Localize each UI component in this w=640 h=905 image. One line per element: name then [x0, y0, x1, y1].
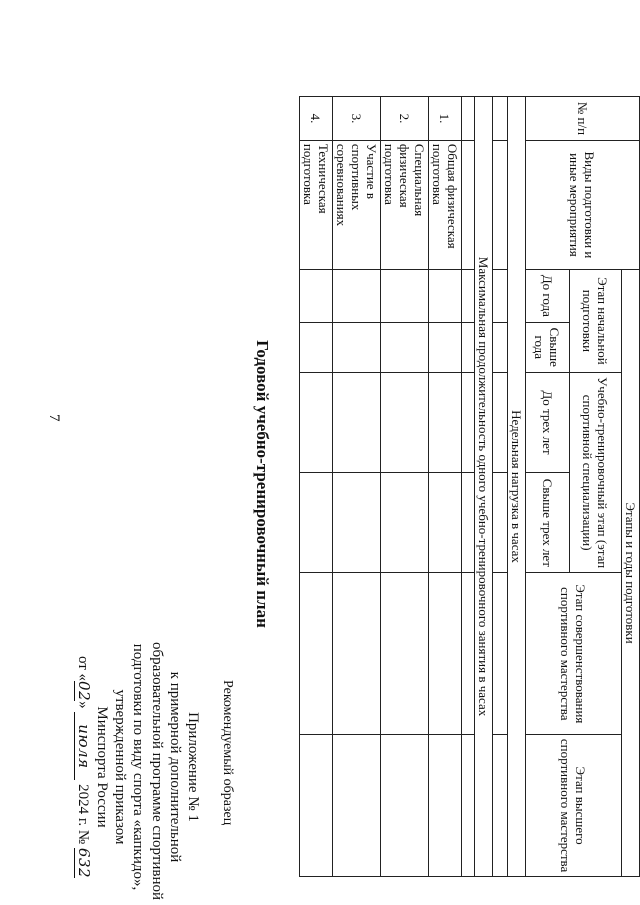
row-number: 2.	[381, 97, 429, 141]
date-month: июля	[74, 712, 93, 780]
date-mid: »	[74, 701, 91, 709]
table-cell	[493, 372, 508, 472]
header-over-year: Свыше года	[526, 322, 570, 372]
header-activity-types: Виды подготовки и иные мероприятия	[526, 140, 640, 269]
table-cell	[429, 573, 462, 735]
table-cell	[493, 270, 508, 323]
table-cell	[462, 573, 475, 735]
appendix-title: Приложение № 1	[185, 712, 201, 822]
table-cell	[381, 473, 429, 573]
row-activity-label: Специальная физическая подготовка	[381, 140, 429, 269]
table-row	[381, 97, 429, 877]
table-cell	[300, 270, 333, 323]
header-weekly-load: Недельная нагрузка в часах	[508, 97, 526, 877]
table-cell	[493, 322, 508, 372]
table-cell	[462, 473, 475, 573]
row-activity-label: Техническая подготовка	[300, 140, 333, 269]
page-number: 7	[46, 414, 62, 422]
table-cell	[462, 270, 475, 323]
table-row	[429, 97, 462, 877]
table-cell	[381, 372, 429, 472]
table-cell	[429, 322, 462, 372]
header-max-duration: Максимальная продолжительность одного учебно-тренировочного занятия в часах	[475, 97, 493, 877]
row-number: 4.	[300, 97, 333, 141]
header-stages: Этапы и годы подготовки	[622, 270, 640, 877]
table-cell	[381, 322, 429, 372]
date-prefix: от «	[74, 655, 91, 682]
table-cell	[429, 270, 462, 323]
table-cell	[333, 372, 381, 472]
appendix-line: к примерной дополнительной	[166, 671, 183, 863]
header-stage-initial: Этап начальной подготовки	[570, 270, 622, 373]
table-cell	[300, 322, 333, 372]
header-stage-higher: Этап высшего спортивного мастерства	[526, 735, 622, 877]
table-cell	[300, 735, 333, 877]
date-year: 2024 г. №	[74, 784, 91, 845]
header-up-to-year: До года	[526, 270, 570, 323]
table-cell	[462, 140, 475, 269]
table-cell	[333, 473, 381, 573]
table-cell	[462, 322, 475, 372]
table-cell	[333, 270, 381, 323]
header-number: № п/п	[526, 97, 640, 141]
table-cell	[300, 573, 333, 735]
table-cell	[462, 735, 475, 877]
header-up-to-three-years: До трех лет	[526, 372, 570, 472]
table-row	[300, 97, 333, 877]
table-cell	[462, 97, 475, 141]
table-cell	[381, 270, 429, 323]
training-plan-table	[299, 96, 640, 877]
table-cell	[429, 735, 462, 877]
appendix-line: образовательной программе спортивной	[148, 642, 165, 901]
header-stage-improvement: Этап совершенствования спортивного мастерства	[526, 573, 622, 735]
document-title: Годовой учебно-тренировочный план	[253, 340, 272, 628]
table-cell	[300, 372, 333, 472]
table-cell	[300, 473, 333, 573]
table-cell	[381, 573, 429, 735]
table-cell	[493, 573, 508, 735]
date-day: 02	[74, 681, 93, 702]
appendix-line: утвержденной приказом	[112, 689, 129, 845]
appendix-header	[74, 642, 202, 901]
header-over-three-years: Свыше трех лет	[526, 473, 570, 573]
table-cell	[429, 473, 462, 573]
table-cell	[333, 322, 381, 372]
appendix-date-line	[74, 642, 93, 892]
appendix-line: Минспорта России	[93, 706, 110, 828]
table-cell	[462, 372, 475, 472]
table-cell	[333, 573, 381, 735]
order-number: 632	[74, 847, 93, 879]
table-cell	[381, 735, 429, 877]
table-cell	[333, 735, 381, 877]
table-cell	[493, 735, 508, 877]
table-cell	[493, 97, 508, 141]
appendix-line: подготовки по виду спорта «капкидо»,	[130, 643, 147, 891]
table-cell	[493, 140, 508, 269]
sample-note: Рекомендуемый образец	[220, 680, 235, 826]
table-row	[333, 97, 381, 877]
row-activity-label: Участие в спортивных соревнованиях	[333, 140, 381, 269]
row-number: 3.	[333, 97, 381, 141]
table-cell	[493, 473, 508, 573]
header-stage-training: Учебно-тренировочный этап (этап спортивной специализации)	[570, 372, 622, 573]
row-activity-label: Общая физическая подготовка	[429, 140, 462, 269]
table-cell	[429, 372, 462, 472]
row-number: 1.	[429, 97, 462, 141]
